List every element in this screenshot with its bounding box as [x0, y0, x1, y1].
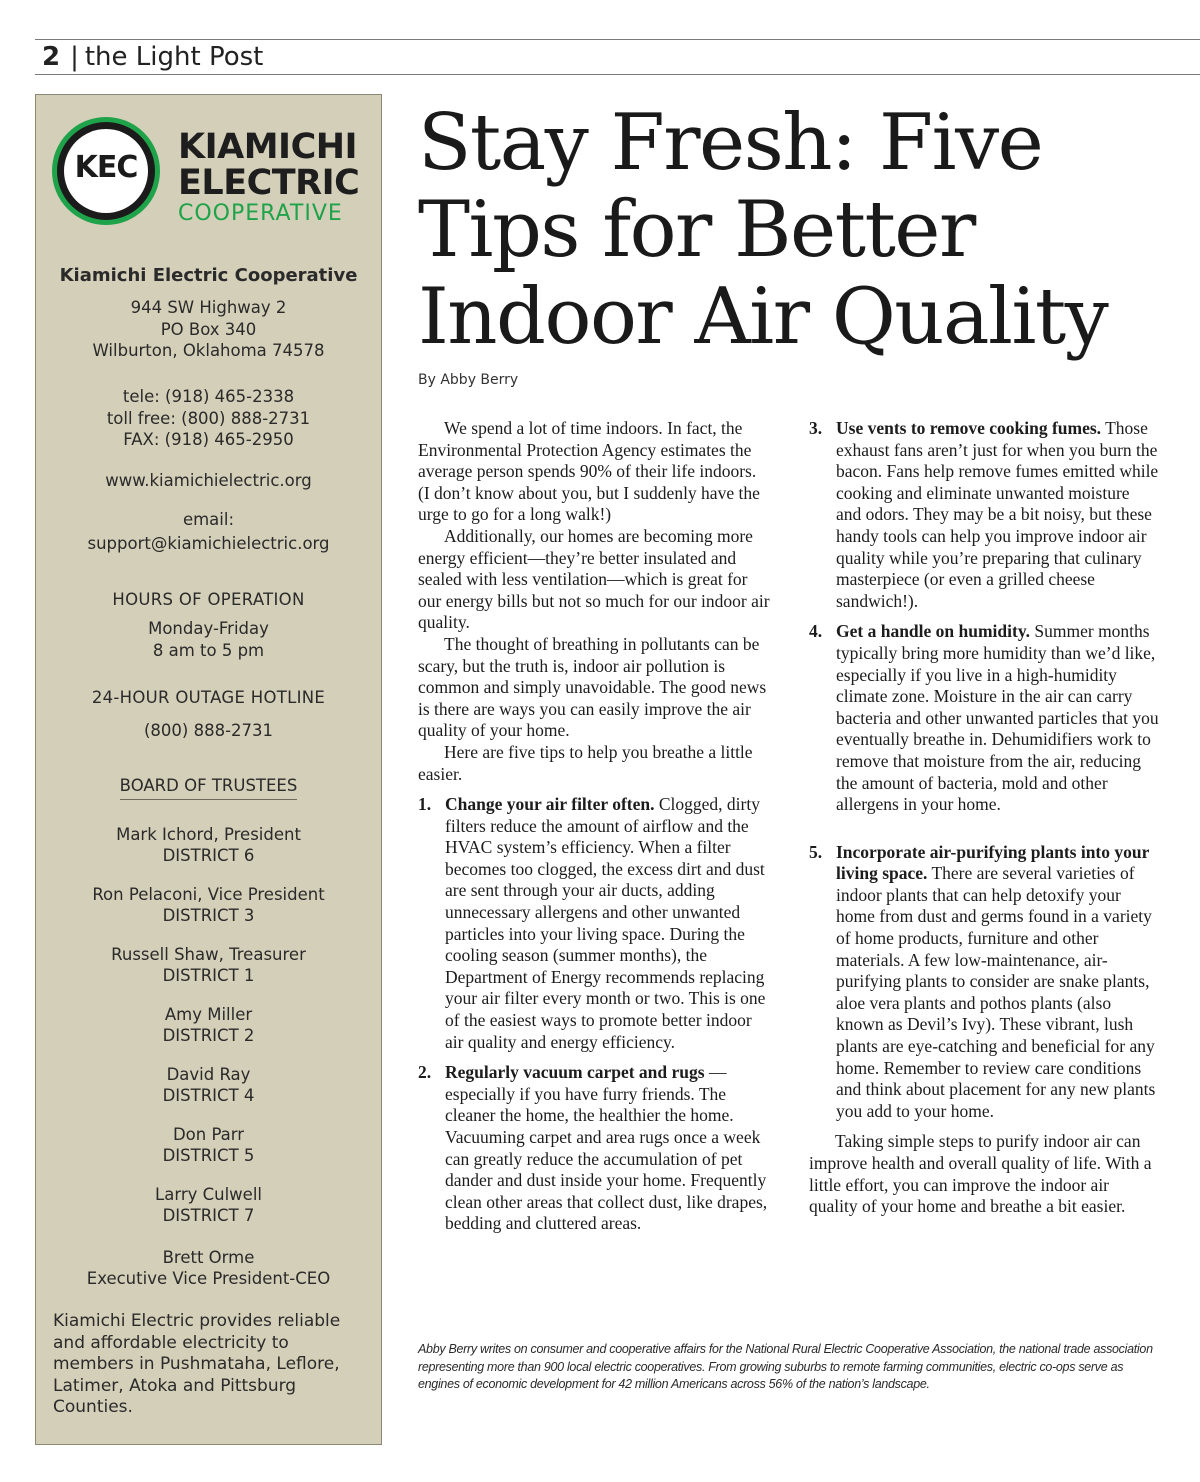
trustee-entry — [36, 824, 381, 866]
trustee-district: DISTRICT 7 — [162, 1206, 255, 1225]
closing-paragraph: Taking simple steps to purify indoor air can improve health and overall quality of life. With a little effort, you can improve the indoor air quality of your home and breathe a bit easier. — [809, 1131, 1152, 1217]
logo-line-electric: ELECTRIC — [178, 163, 360, 203]
tip-item — [418, 794, 770, 1053]
ceo-entry — [36, 1247, 381, 1289]
trustee-entry — [36, 1064, 381, 1106]
trustee-name: Russell Shaw, Treasurer — [111, 945, 306, 964]
tip-item — [809, 418, 1159, 612]
tip-title: Incorporate air-purifying plants into your living space. — [836, 841, 1150, 884]
tip-body: Those exhaust fans aren’t just for when you burn the bacon. Fans help remove fumes emitted while cooking and eliminate unwanted moisture and odors. They may be a bit noisy, but these handy tools can help you improve indoor air quality while you’re preparing that culinary masterpiece (or even a grilled cheese sandwich!). — [836, 418, 1159, 611]
tip-number: 2. — [418, 1062, 432, 1083]
article-column-left — [418, 418, 770, 1235]
phone-line: FAX: (918) 465-2950 — [123, 430, 294, 449]
trustee-entry — [36, 944, 381, 986]
tip-item — [809, 621, 1159, 815]
website-block — [36, 470, 381, 492]
ceo-name: Brett Orme — [162, 1248, 255, 1267]
trustee-district: DISTRICT 5 — [162, 1146, 255, 1165]
hotline-heading: 24-HOUR OUTAGE HOTLINE — [91, 688, 326, 707]
tip-number: 3. — [809, 418, 823, 438]
tip-item — [418, 1062, 770, 1235]
trustee-district: DISTRICT 2 — [162, 1026, 255, 1045]
ceo-title: Executive Vice President-CEO — [86, 1269, 331, 1288]
logo-wordmark — [178, 129, 359, 227]
header-rule-bottom — [35, 74, 1200, 75]
phone-line: toll free: (800) 888-2731 — [106, 408, 311, 428]
tip-body: There are several varieties of indoor plants that can help detoxify your home from dust and germs found in a variety of home products, furniture and other materials. A few low-maintenance, air-purifying plants to consider are snake plants, aloe vera plants and pothos plants (also known as Devil’s Ivy). These vibrant, lush plants are eye-catching and beneficial for any home. Remember to review care conditions and think about placement for any new plants you add to your home. — [836, 863, 1156, 1121]
hours-time: 8 am to 5 pm — [152, 640, 265, 660]
tip-body: Clogged, dirty filters reduce the amount of airflow and the HVAC system’s efficiency. When a filter becomes too clogged, the excess dirt and dust are sent through your air ducts, adding unnecessary allergens and other unwanted particles into your living space. During the cooling season (summer months), the Department of Energy recommends replacing your air filter every month or two. This is one of the easiest ways to promote better indoor air quality and energy efficiency. — [445, 794, 766, 1052]
tip-body: Summer months typically bring more humidity than we’d like, especially if you live in a high-humidity climate zone. Moisture in the air can carry bacteria and other unwanted particles that you eventually breathe in. Dehumidifiers work to remove that moisture from the air, reducing the amount of bacteria, mold and other allergens in your home. — [836, 621, 1159, 815]
email-link[interactable]: support@kiamichielectric.org — [87, 533, 330, 553]
trustee-district: DISTRICT 3 — [162, 906, 255, 925]
article-paragraph: We spend a lot of time indoors. In fact, the Environmental Protection Agency estimates the average person spends 90% of their life indoors. (I don’t know about you, but I suddenly have the urge to go for a long walk!) — [418, 418, 760, 525]
kec-logo — [52, 117, 372, 237]
hotline-number: (800) 888-2731 — [143, 721, 274, 740]
tip-title: Use vents to remove cooking fumes. — [836, 418, 1102, 438]
tip-title: Change your air filter often. — [445, 794, 655, 815]
address-line: PO Box 340 — [160, 319, 257, 339]
org-name-block — [36, 265, 381, 286]
publication-name: the Light Post — [84, 42, 264, 72]
phone-line: tele: (918) 465-2338 — [122, 387, 295, 406]
tip-number: 1. — [418, 794, 432, 815]
phone-block — [36, 386, 381, 451]
cooperative-description: Kiamichi Electric provides reliable and affordable electricity to members in Pushmataha, Leflore, Latimer, Atoka and Pittsburg Counties. — [53, 1311, 341, 1417]
article-column-right — [809, 418, 1159, 1218]
author-note: Abby Berry writes on consumer and cooperative affairs for the National Rural Electric Cooperative Association, the national trade association representing more than 900 local electric cooperatives. From growing suburbs to remote farming communities, electric co-ops serve as engines of economic development for 42 million Americans across 56% of the nation’s landscape. — [418, 1342, 1153, 1391]
trustee-entry — [36, 1124, 381, 1166]
trustee-entry — [36, 1184, 381, 1226]
tip-body: —especially if you have furry friends. The cleaner the home, the healthier the home. Vacuuming carpet and area rugs once a week can greatly reduce the accumulation of pet dander and dust inside your home. Frequently clean other areas that collect dust, like drapes, bedding and cluttered areas. — [445, 1062, 768, 1234]
header-separator: | — [70, 42, 79, 72]
logo-line-cooperative: COOPERATIVE — [178, 201, 343, 226]
tip-title: Get a handle on humidity. — [836, 621, 1031, 642]
address-block — [36, 297, 381, 362]
page-number: 2 — [42, 42, 61, 72]
page-header — [42, 40, 263, 74]
article-paragraph: Additionally, our homes are becoming more energy efficient––they’re better insulated and sealed with less ventilation––which is great for our energy bills but not so much for our indoor air quality. — [418, 525, 770, 633]
logo-mark: KEC — [74, 150, 138, 185]
hours-heading: HOURS OF OPERATION — [112, 590, 305, 609]
article-paragraph: The thought of breathing in pollutants can be scary, but the truth is, indoor air pollution is common and simply unavoidable. The good news is there are ways you can easily improve the air quality of your home. — [418, 633, 767, 741]
org-name: Kiamichi Electric Cooperative — [59, 265, 358, 286]
address-line: 944 SW Highway 2 — [130, 298, 287, 317]
trustee-name: David Ray — [166, 1065, 251, 1084]
website-link[interactable]: www.kiamichielectric.org — [105, 471, 312, 490]
trustee-name: Larry Culwell — [155, 1185, 262, 1204]
trustee-entry — [36, 884, 381, 926]
hotline-block — [36, 687, 381, 742]
trustee-name: Don Parr — [172, 1125, 245, 1144]
cooperative-info-sidebar — [35, 94, 382, 1445]
article-headline: Stay Fresh: Five Tips for Better Indoor Air Quality — [418, 98, 1108, 362]
trustee-district: DISTRICT 4 — [162, 1086, 255, 1105]
tip-item — [809, 842, 1159, 1123]
tip-number: 4. — [809, 621, 823, 642]
email-block — [36, 509, 381, 554]
trustee-name: Ron Pelaconi, Vice President — [92, 885, 325, 904]
trustee-entry — [36, 1004, 381, 1046]
hours-days: Monday-Friday — [148, 619, 269, 638]
trustee-name: Amy Miller — [164, 1005, 253, 1024]
article-byline: By Abby Berry — [418, 372, 519, 388]
tip-title: Regularly vacuum carpet and rugs — [445, 1062, 705, 1083]
board-heading: BOARD OF TRUSTEES — [120, 776, 298, 800]
address-line: Wilburton, Oklahoma 74578 — [92, 341, 325, 360]
trustee-district: DISTRICT 1 — [162, 966, 255, 985]
hours-block — [36, 589, 381, 661]
email-label: email: — [182, 510, 235, 529]
tip-number: 5. — [809, 841, 823, 862]
trustee-name: Mark Ichord, President — [116, 825, 301, 844]
article-paragraph: Here are five tips to help you breathe a little easier. — [418, 741, 753, 784]
logo-line-kiamichi: KIAMICHI — [178, 127, 358, 167]
board-heading-block — [36, 776, 381, 800]
logo-ring-icon — [52, 117, 160, 225]
trustee-district: DISTRICT 6 — [162, 846, 255, 865]
